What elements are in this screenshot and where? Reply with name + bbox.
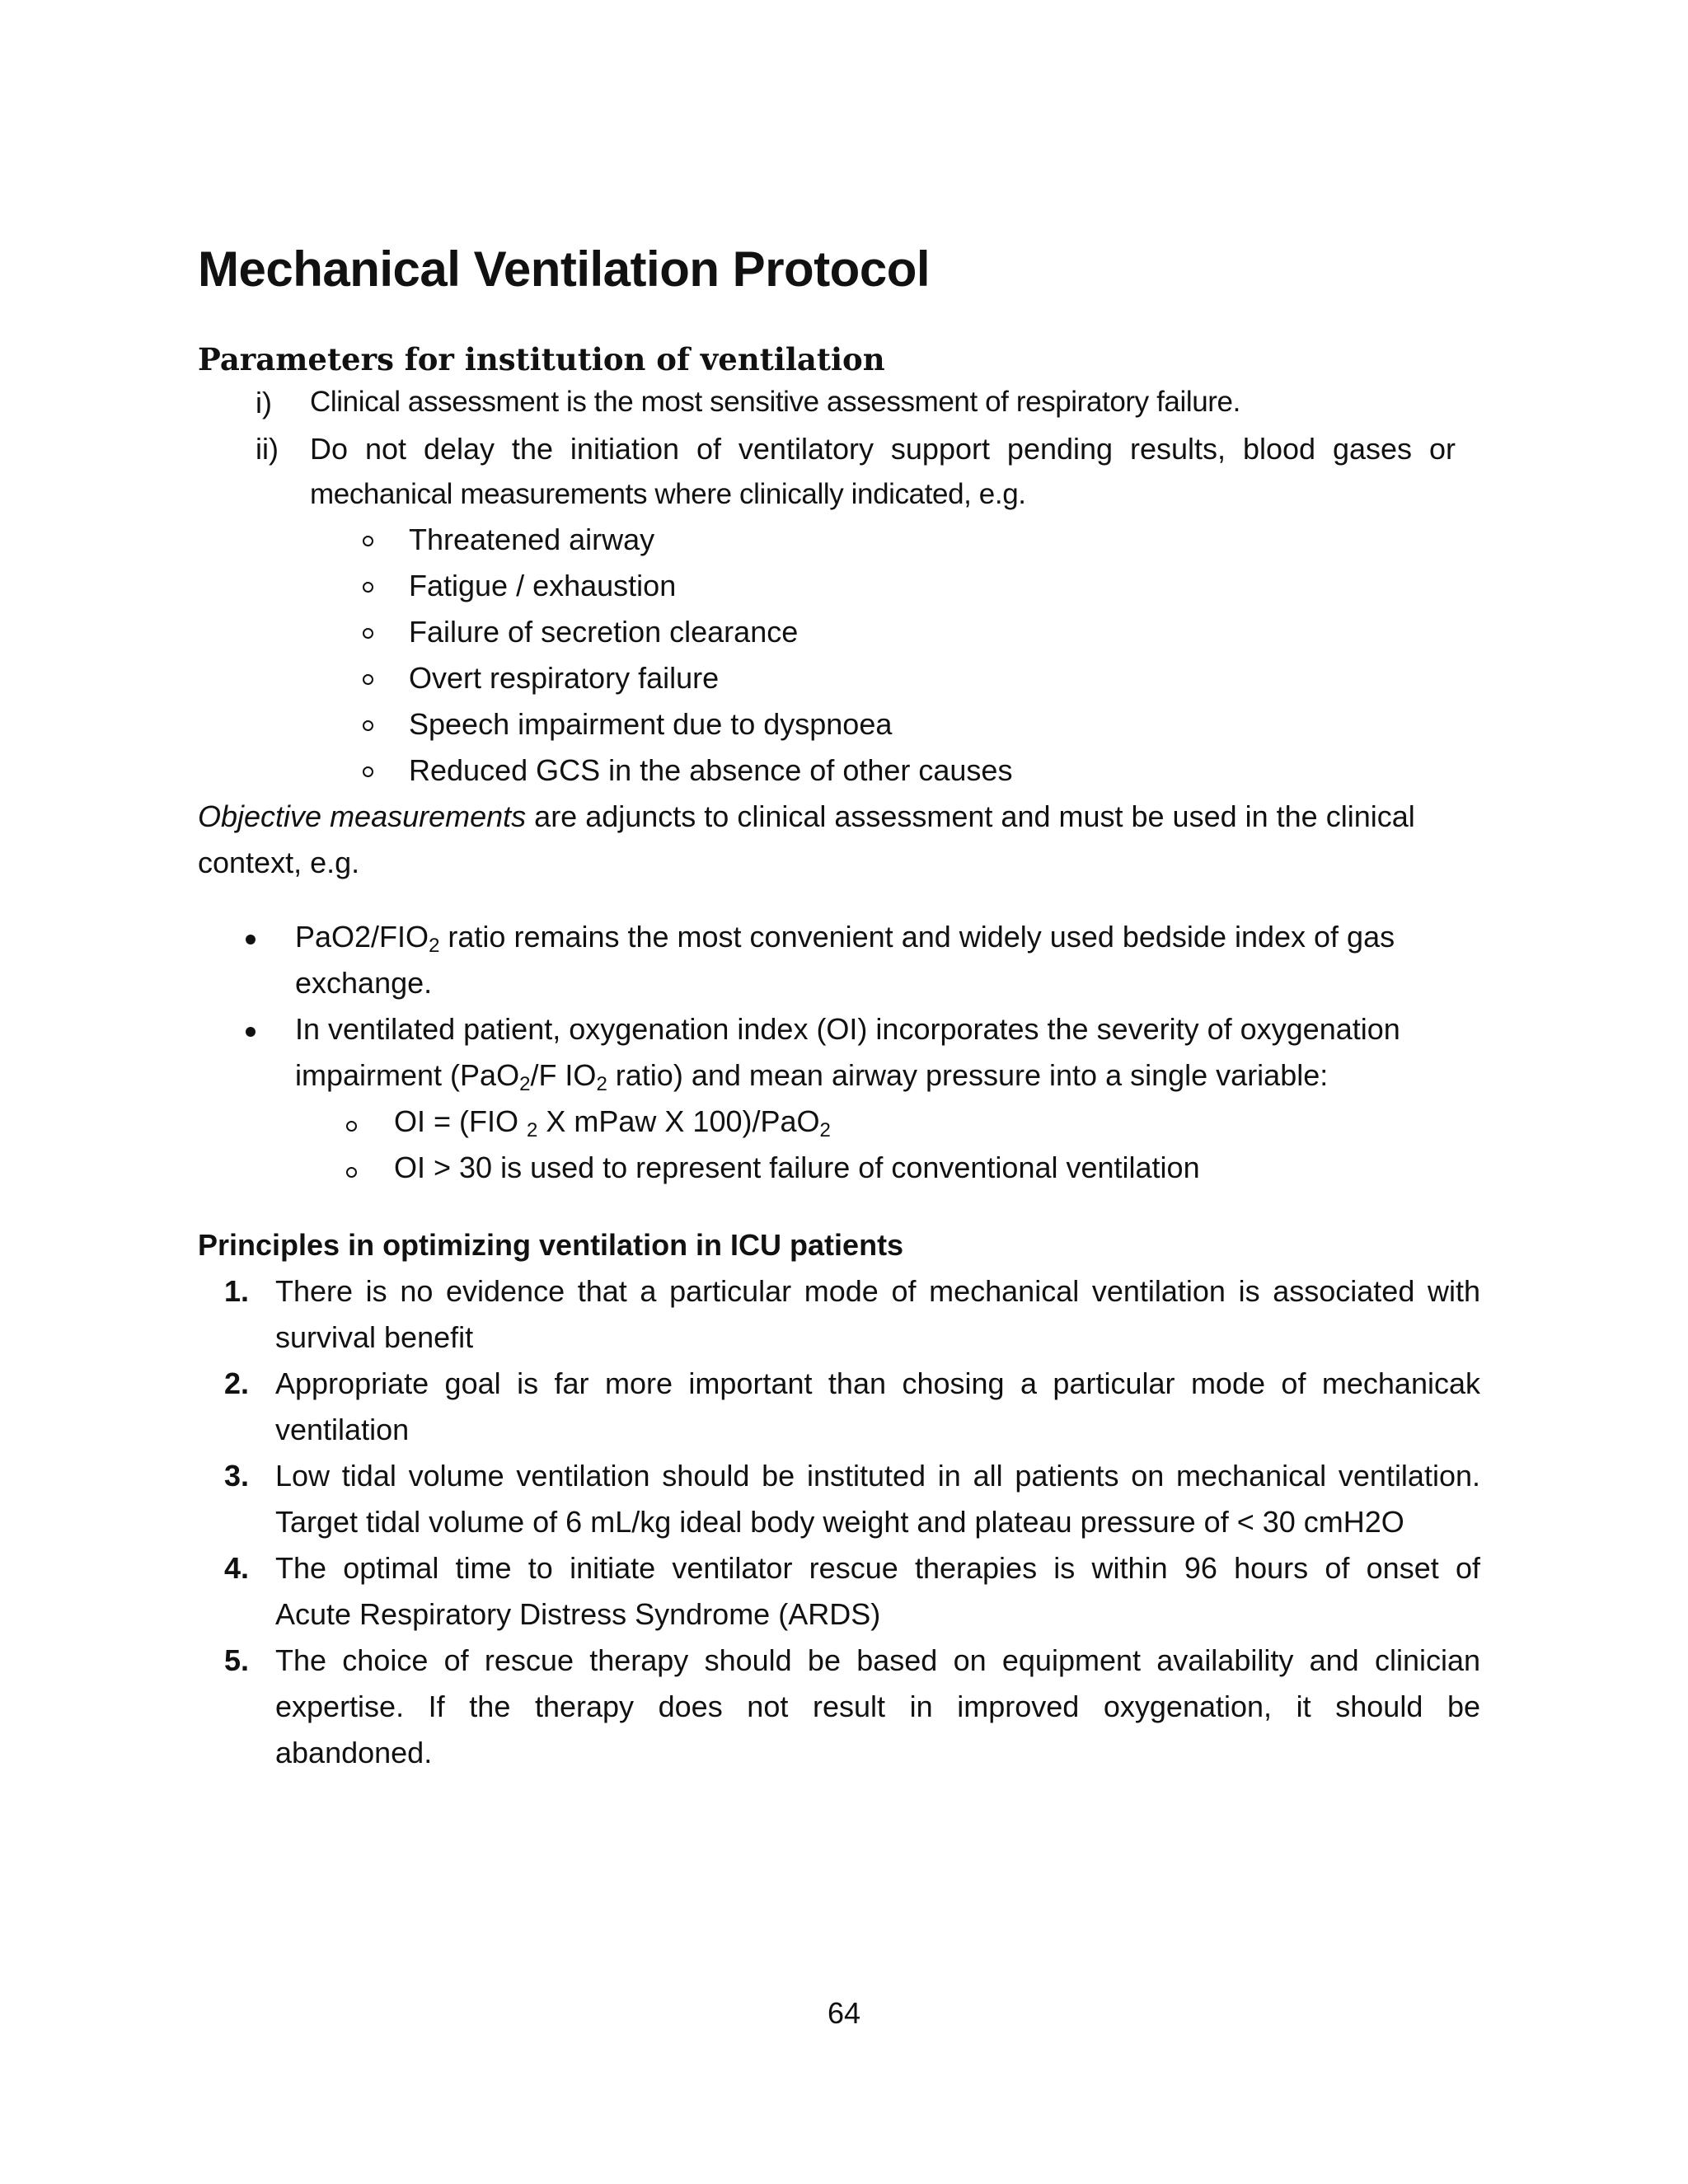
- page-number: 64: [827, 1996, 861, 2030]
- numbered-item-text-cont: Target tidal volume of 6 mL/kg ideal body weight and plateau pressure of < 30 cmH2O: [275, 1505, 1404, 1539]
- objective-emphasis: Objective measurements: [198, 799, 527, 833]
- objective-paragraph-cont: context, e.g.: [198, 846, 360, 879]
- numbered-item-text: Appropriate goal is far more important than chosing a particular mode of mechanicak: [275, 1366, 1480, 1400]
- numbered-marker-1: 1.: [224, 1274, 250, 1308]
- sub-list-item: Fatigue / exhaustion: [409, 569, 677, 602]
- circle-bullet-icon: [363, 582, 373, 593]
- circle-bullet-icon: [346, 1167, 357, 1178]
- list-item-text-cont: mechanical measurements where clinically indicated, e.g.: [310, 478, 1026, 510]
- numbered-item-text-cont: ventilation: [275, 1413, 410, 1446]
- numbered-marker-5: 5.: [224, 1643, 250, 1677]
- list-item-text: Do not delay the initiation of ventilatory support pending results, blood gases or: [310, 432, 1456, 466]
- circle-bullet-icon: [363, 720, 373, 731]
- formula-text: X mPaw X 100)/PaO: [537, 1104, 820, 1138]
- circle-bullet-icon: [363, 766, 373, 777]
- numbered-item-text-cont: survival benefit: [275, 1320, 474, 1354]
- section-heading-parameters: Parameters for institution of ventilation: [198, 341, 885, 377]
- bullet-text: impairment (PaO: [295, 1058, 520, 1092]
- bullet-text: /F IO: [530, 1058, 597, 1092]
- sub-list-item: Overt respiratory failure: [409, 661, 720, 695]
- disc-bullet-icon: [246, 1027, 256, 1037]
- sub-list-item: Threatened airway: [409, 523, 655, 556]
- disc-bullet-icon: [246, 935, 256, 944]
- formula-item: [394, 1104, 831, 1139]
- circle-bullet-icon: [346, 1121, 357, 1132]
- bullet-item-cont: [295, 1058, 1328, 1093]
- bullet-text: ratio) and mean airway pressure into a single variable:: [607, 1058, 1329, 1092]
- objective-text: are adjuncts to clinical assessment and must be used in the clinical: [526, 799, 1415, 833]
- numbered-marker-2: 2.: [224, 1366, 250, 1400]
- numbered-item-text: Low tidal volume ventilation should be instituted in all patients on mechanical ventilation.: [275, 1459, 1480, 1493]
- bullet-text: ratio remains the most convenient and widely used bedside index of gas: [439, 920, 1395, 954]
- numbered-item-text: The choice of rescue therapy should be based on equipment availability and clinician: [275, 1643, 1480, 1677]
- numbered-item-text: There is no evidence that a particular mode of mechanical ventilation is associated with: [275, 1274, 1480, 1308]
- numbered-item-text-cont: abandoned.: [275, 1736, 433, 1769]
- bullet-item-cont: exchange.: [295, 966, 433, 1000]
- subscript: 2: [429, 935, 440, 957]
- sub-list-item: Reduced GCS in the absence of other causes: [409, 753, 1013, 787]
- subscript: 2: [819, 1119, 831, 1141]
- subscript: 2: [596, 1073, 607, 1095]
- sub-list-item: Failure of secretion clearance: [409, 615, 799, 649]
- section-heading-principles: Principles in optimizing ventilation in ICU patients: [198, 1228, 904, 1262]
- page-title: Mechanical Ventilation Protocol: [198, 241, 931, 297]
- bullet-item: [295, 920, 1395, 957]
- numbered-marker-4: 4.: [224, 1551, 250, 1585]
- circle-bullet-icon: [363, 674, 373, 685]
- list-item-text: Clinical assessment is the most sensitive assessment of respiratory failure.: [310, 386, 1240, 418]
- formula-text: OI = (FIO: [394, 1104, 528, 1138]
- sub-list-item: Speech impairment due to dyspnoea: [409, 707, 893, 741]
- objective-paragraph: [198, 799, 1415, 834]
- bullet-text: PaO2/FIO: [295, 920, 429, 954]
- circle-bullet-icon: [363, 536, 373, 546]
- roman-marker-2: ii): [256, 432, 279, 466]
- numbered-item-text: The optimal time to initiate ventilator rescue therapies is within 96 hours of onset of: [275, 1551, 1480, 1585]
- numbered-item-text-cont: Acute Respiratory Distress Syndrome (ARDS): [275, 1597, 881, 1631]
- subscript: 2: [527, 1119, 538, 1141]
- formula-item: OI > 30 is used to represent failure of conventional ventilation: [394, 1151, 1200, 1184]
- roman-marker-1: i): [256, 386, 272, 419]
- circle-bullet-icon: [363, 628, 373, 639]
- bullet-item: In ventilated patient, oxygenation index (OI) incorporates the severity of oxygenation: [295, 1012, 1400, 1046]
- numbered-item-text-cont: expertise. If the therapy does not result in improved oxygenation, it should be: [275, 1690, 1480, 1723]
- numbered-marker-3: 3.: [224, 1459, 250, 1493]
- subscript: 2: [519, 1073, 531, 1095]
